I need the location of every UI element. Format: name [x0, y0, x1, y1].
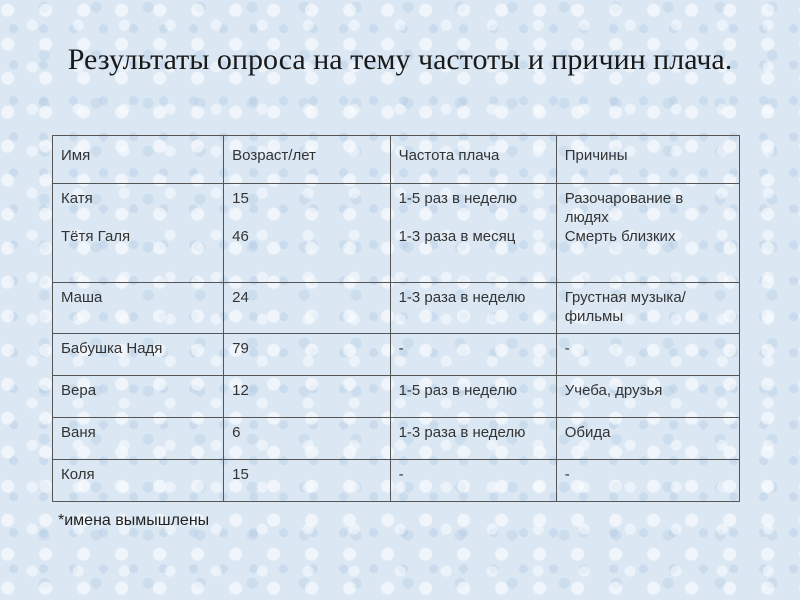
cell-age: 79 [224, 334, 390, 376]
header-reasons: Причины [556, 136, 739, 184]
cell-name: Ваня [53, 418, 224, 460]
header-name: Имя [53, 136, 224, 184]
cell-age: 24 [224, 283, 390, 334]
cell-name: Бабушка Надя [53, 334, 224, 376]
slide-title: Результаты опроса на тему частоты и причин плача. [67, 43, 733, 76]
table-row [53, 184, 740, 283]
table-row [53, 376, 740, 418]
cell-name-1: Катя [61, 190, 93, 207]
header-row [53, 136, 740, 184]
cell-age: 12 [224, 376, 390, 418]
cell-reason: - [556, 334, 739, 376]
cell-frequency: - [390, 334, 556, 376]
cell-frequency: - [390, 460, 556, 502]
cell-name: Вера [53, 376, 224, 418]
cell-reason: - [556, 460, 739, 502]
cell-name: Маша [53, 283, 224, 334]
cell-frequency: 1-3 раза в неделю [390, 283, 556, 334]
footnote: *имена вымышлены [58, 512, 210, 529]
cell-age: 6 [224, 418, 390, 460]
table-row [53, 334, 740, 376]
cell-name [53, 184, 224, 283]
cell-reason: Обида [556, 418, 739, 460]
cell-name-2: Тётя Галя [61, 228, 131, 245]
header-age: Возраст/лет [224, 136, 390, 184]
cell-age-1: 15 [232, 190, 249, 207]
cell-reason-2: Смерть близких [564, 228, 676, 245]
table-row [53, 418, 740, 460]
table-body [53, 184, 740, 502]
cell-frequency [390, 184, 556, 283]
cell-frequency: 1-5 раз в неделю [390, 376, 556, 418]
table-row [53, 283, 740, 334]
cell-reason-1: Разочарование в людях [564, 190, 684, 226]
cell-reason: Учеба, друзья [556, 376, 739, 418]
cell-age-2: 46 [232, 228, 249, 245]
cell-frequency-1: 1-5 раз в неделю [398, 190, 518, 207]
cell-age: 15 [224, 460, 390, 502]
cell-frequency-2: 1-3 раза в месяц [398, 228, 516, 245]
table-header [53, 136, 740, 184]
cell-age [224, 184, 390, 283]
table-row [53, 460, 740, 502]
cell-reasons [556, 184, 739, 283]
survey-table [52, 135, 740, 502]
cell-name: Коля [53, 460, 224, 502]
header-frequency: Частота плача [390, 136, 556, 184]
cell-reason: Грустная музыка/фильмы [556, 283, 739, 334]
cell-frequency: 1-3 раза в неделю [390, 418, 556, 460]
